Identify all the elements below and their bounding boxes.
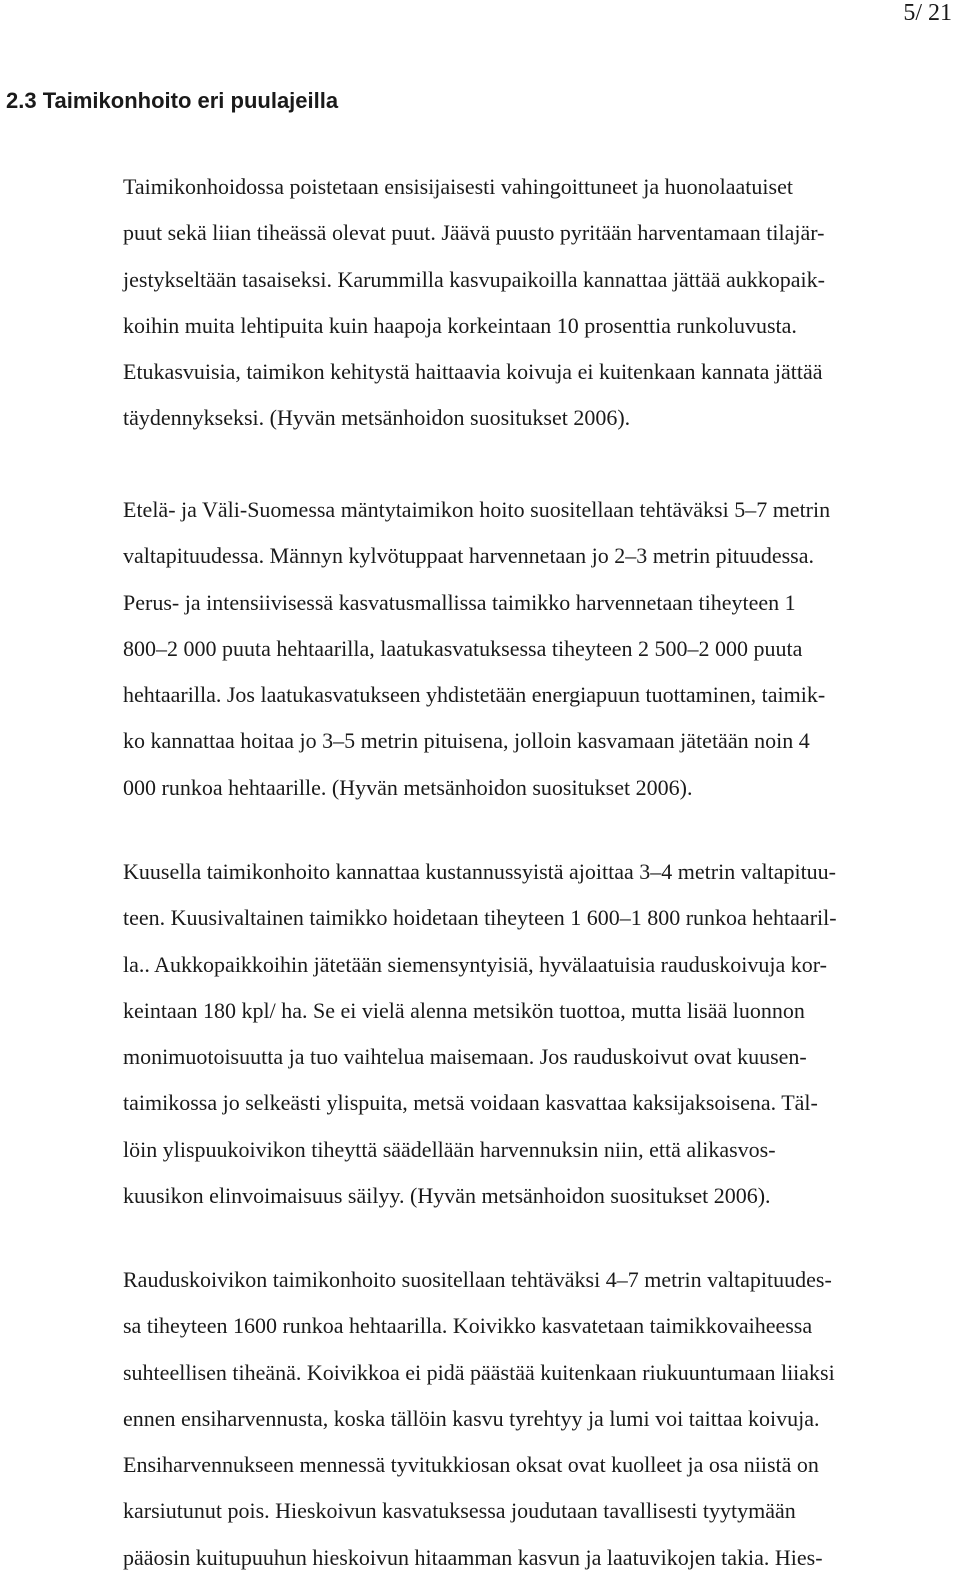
section-heading: 2.3 Taimikonhoito eri puulajeilla: [6, 88, 339, 113]
paragraph-line: valtapituudessa. Männyn kylvötuppaat harvennetaan jo 2–3 metrin pituudessa.: [123, 543, 815, 569]
paragraph-line: koihin muita lehtipuita kuin haapoja korkeintaan 10 prosenttia runkoluvusta.: [123, 312, 797, 338]
paragraph-line: Rauduskoivikon taimikonhoito suositellaan tehtäväksi 4–7 metrin valtapituudes-: [123, 1267, 832, 1292]
paragraph-line: teen. Kuusivaltainen taimikko hoidetaan tiheyteen 1 600–1 800 runkoa hehtaaril-: [123, 905, 837, 931]
paragraph-line: pääosin kuitupuuhun hieskoivun hitaamman kasvun ja laatuvikojen takia. Hies-: [123, 1544, 823, 1570]
paragraph-mantytaimikko: [123, 487, 830, 811]
paragraph-line: suhteellisen tiheänä. Koivikkoa ei pidä päästää kuitenkaan riukuuntumaan liiaksi: [123, 1359, 835, 1385]
paragraph-line: sa tiheyteen 1600 runkoa hehtaarilla. Koivikko kasvatetaan taimikkovaiheessa: [123, 1313, 813, 1339]
paragraph-rauduskoivikko: [123, 1257, 835, 1581]
paragraph-line: Etukasvuisia, taimikon kehitystä haittaavia koivuja ei kuitenkaan kannata jättää: [123, 359, 823, 385]
page-number: 5/ 21: [903, 0, 952, 26]
paragraph-line: 000 runkoa hehtaarille. (Hyvän metsänhoidon suositukset 2006).: [123, 774, 693, 800]
paragraph-line: taimikossa jo selkeästi ylispuita, metsä voidaan kasvattaa kaksijaksoisena. Täl-: [123, 1090, 818, 1116]
paragraph-line: ko kannattaa hoitaa jo 3–5 metrin pituisena, jolloin kasvamaan jätetään noin 4: [123, 728, 810, 754]
paragraph-line: Etelä- ja Väli-Suomessa mäntytaimikon hoito suositellaan tehtäväksi 5–7 metrin: [123, 497, 831, 522]
paragraph-line: ennen ensiharvennusta, koska tällöin kasvu tyrehtyy ja lumi voi taittaa koivuja.: [123, 1405, 820, 1431]
paragraph-kuusitaimikko: [123, 849, 837, 1219]
paragraph-line: kuusikon elinvoimaisuus säilyy. (Hyvän metsänhoidon suositukset 2006).: [123, 1183, 771, 1209]
paragraph-line: täydennykseksi. (Hyvän metsänhoidon suositukset 2006).: [123, 405, 631, 431]
paragraph-line: la.. Aukkopaikkoihin jätetään siemensyntyisiä, hyvälaatuisia rauduskoivuja kor-: [123, 951, 828, 977]
paragraph-line: Taimikonhoidossa poistetaan ensisijaisesti vahingoittuneet ja huonolaatuiset: [123, 174, 793, 199]
paragraph-line: löin ylispuukoivikon tiheyttä säädellään harvennuksin niin, että alikasvos-: [123, 1136, 776, 1162]
paragraph-line: Perus- ja intensiivisessä kasvatusmallissa taimikko harvennetaan tiheyteen 1: [123, 589, 796, 615]
paragraph-line: hehtaarilla. Jos laatukasvatukseen yhdistetään energiapuun tuottaminen, taimik-: [123, 682, 826, 708]
paragraph-line: 800–2 000 puuta hehtaarilla, laatukasvatuksessa tiheyteen 2 500–2 000 puuta: [123, 635, 803, 661]
paragraph-line: Kuusella taimikonhoito kannattaa kustannussyistä ajoittaa 3–4 metrin valtapituu-: [123, 859, 837, 884]
paragraph-taimikonhoito-yleinen: [123, 164, 825, 442]
paragraph-line: Ensiharvennukseen mennessä tyvitukkiosan oksat ovat kuolleet ja osa niistä on: [123, 1452, 819, 1478]
paragraph-line: karsiutunut pois. Hieskoivun kasvatuksessa joudutaan tavallisesti tyytymään: [123, 1498, 796, 1524]
paragraph-line: jestykseltään tasaiseksi. Karummilla kasvupaikoilla kannattaa jättää aukkopaik-: [123, 266, 825, 292]
paragraph-line: puut sekä liian tiheässä olevat puut. Jäävä puusto pyritään harventamaan tilajär-: [123, 220, 825, 246]
paragraph-line: monimuotoisuutta ja tuo vaihtelua maisemaan. Jos rauduskoivut ovat kuusen-: [123, 1044, 807, 1070]
paragraph-line: keintaan 180 kpl/ ha. Se ei vielä alenna metsikön tuottoa, mutta lisää luonnon: [123, 997, 805, 1023]
